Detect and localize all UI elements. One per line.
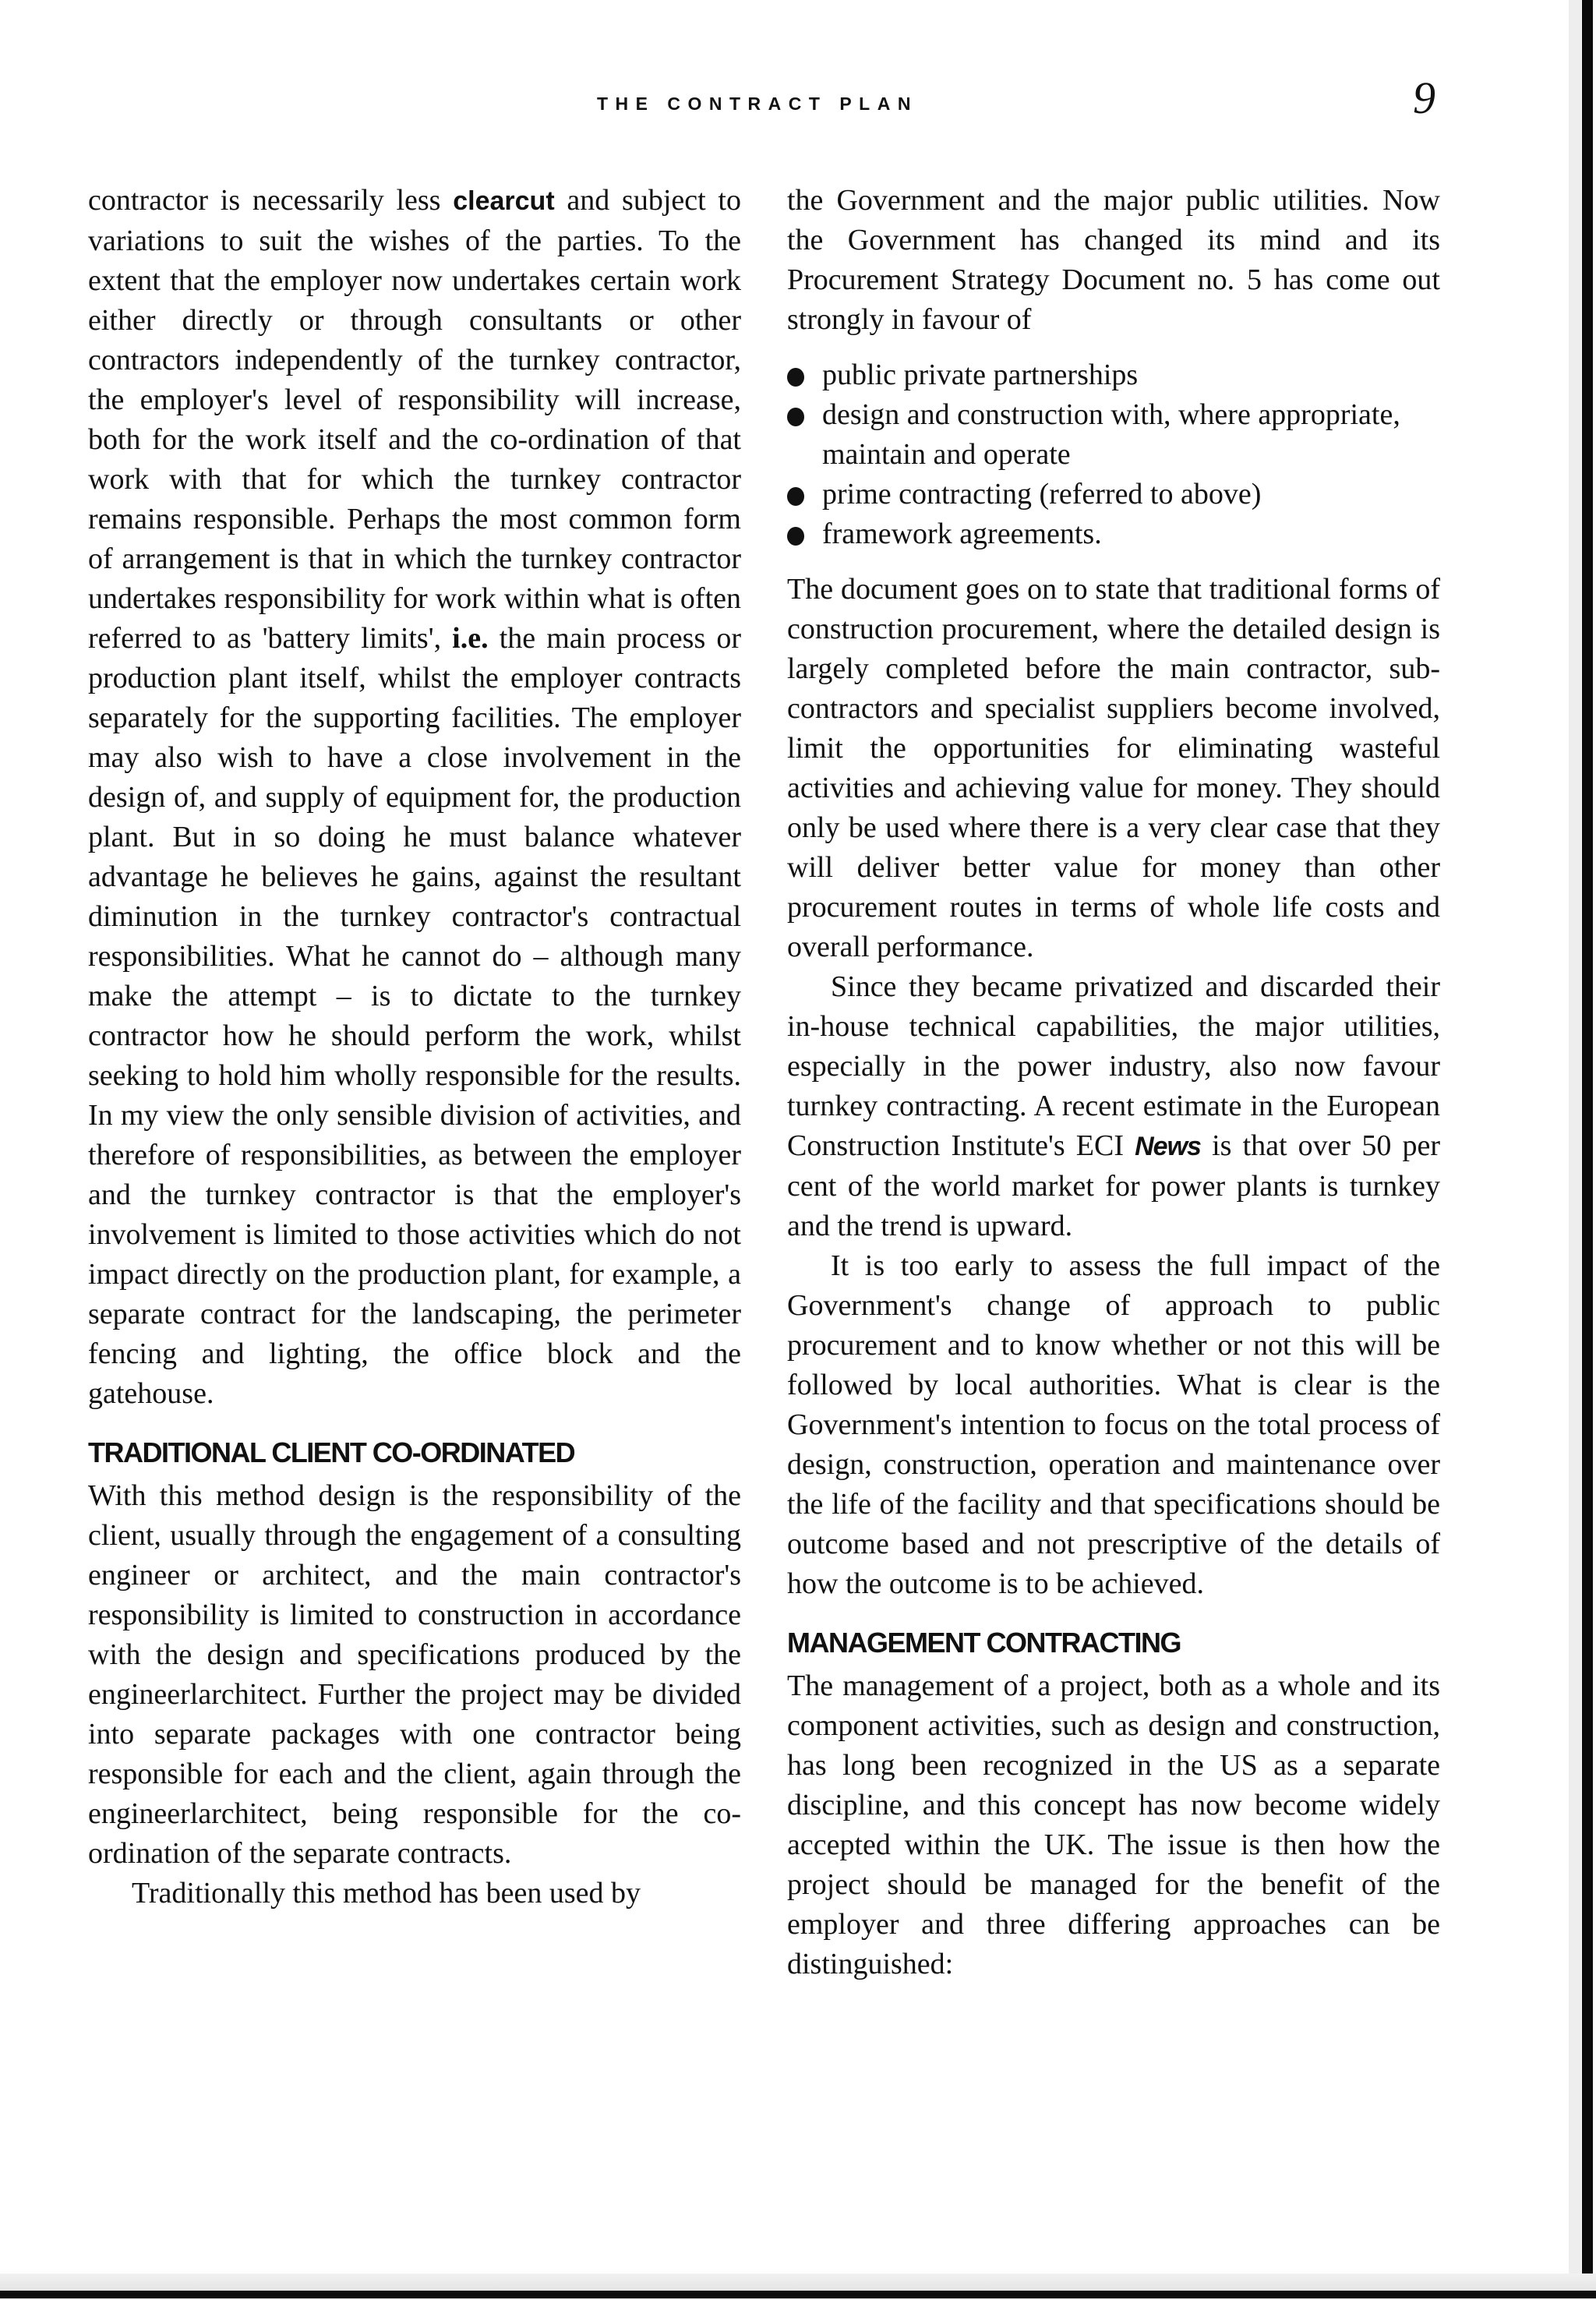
bullet-icon <box>787 408 804 426</box>
bold-term-ie: i.e. <box>452 622 489 655</box>
text-run: and subject to variations to suit the wishes of the parties. To the extent that the employer now undertakes certain work either directly or through consultants or other contractors independently of the turnkey contractor, the employer's level of responsibility will increase, both for the work itself and the co-ordination of that work with that for which the turnkey contractor remains responsible. Perhaps the most common form of arrangement is that in which the turnkey contractor undertakes responsibility for work within what is often referred to as 'battery limits', <box>88 184 741 655</box>
list-item <box>787 355 1440 395</box>
list-item-text: public private partnerships <box>822 359 1139 391</box>
page-edge-shadow <box>1569 0 1581 2274</box>
running-head: THE CONTRACT PLAN <box>597 94 918 114</box>
bullet-icon <box>787 527 804 546</box>
list-item <box>787 395 1440 475</box>
paragraph: The management of a project, both as a whole and its component activities, such as design and construction, has long been recognized in the US as a separate discipline, and this concept has now become widely accepted within the UK. The issue is then how the project should be managed for the benefit of the employer and three differing approaches can be distinguished: <box>787 1669 1440 1980</box>
page-bottom-border <box>0 2291 1596 2298</box>
paragraph: With this method design is the responsibility of the client, usually through the engagement of a consulting engineer or architect, and the main contractor's responsibility is limited to construction in accordance with the design and specifications produced by the engineerlarchitect. Further the project may be divided into separate packages with one contractor being responsible for each and the client, again through the engineerlarchitect, being responsible for the co-ordination of the separate contracts. <box>88 1479 741 1870</box>
text-run: is that over 50 per cent of the world market for power plants is turnkey and the trend is upward. <box>787 1129 1440 1242</box>
bullet-icon <box>787 487 804 506</box>
section-heading-management: MANAGEMENT CONTRACTING <box>787 1627 1181 1659</box>
paragraph: the Government and the major public utilities. Now the Government has changed its mind and its Procurement Strategy Document no. 5 has come out strongly in favour of <box>787 184 1440 336</box>
page-bottom-scan-strip <box>0 2274 1596 2291</box>
list-item-text: design and construction with, where appropriate, maintain and operate <box>822 398 1400 471</box>
bold-term-clearcut: clearcut <box>453 186 555 216</box>
left-column <box>88 181 741 1913</box>
paragraph: It is too early to assess the full impact of the Government's change of approach to public procurement and to know whether or not this will be followed by local authorities. What is clear is the Government's intention to focus on the total process of design, construction, operation and maintenance over the life of the facility and that specifications should be outcome based and not prescriptive of the details of how the outcome is to be achieved. <box>787 1249 1440 1600</box>
page-right-border <box>1582 0 1593 2274</box>
right-column <box>787 181 1440 1984</box>
paragraph <box>787 967 1440 1246</box>
page-number: 9 <box>1413 72 1435 123</box>
list-item-text: framework agreements. <box>822 518 1102 550</box>
bullet-icon <box>787 368 804 387</box>
section-heading-traditional: TRADITIONAL CLIENT CO-ORDINATED <box>88 1436 575 1468</box>
paragraph: Traditionally this method has been used by <box>132 1877 641 1910</box>
publication-title-news: News <box>1135 1132 1201 1161</box>
text-run: the main process or production plant itself, whilst the employer contracts separately for the supporting facilities. The employer may also wish to have a close involvement in the design of, and supply of equipment for, the production plant. But in so doing he must balance whatever advantage he believes he gains, against the resultant diminution in the turnkey contractor's contractual responsibilities. What he cannot do – although many make the attempt – is to dictate to the turnkey contractor how he should perform the work, whilst seeking to hold him wholly responsible for the results. In my view the only sensible division of activities, and therefore of responsibilities, as between the employer and the turnkey contractor is that the employer's involvement is limited to those activities which do not impact directly on the production plant, for example, a separate contract for the landscaping, the perimeter fencing and lighting, the office block and the gatehouse. <box>88 622 741 1410</box>
paragraph: The document goes on to state that traditional forms of construction procurement, where the detailed design is largely completed before the main contractor, sub-contractors and specialist suppliers become involved, limit the opportunities for eliminating wasteful activities and achieving value for money. They should only be used where there is a very clear case that they will deliver better value for money than other procurement routes in terms of whole life costs and overall performance. <box>787 573 1440 963</box>
bullet-list <box>787 355 1440 554</box>
list-item <box>787 514 1440 554</box>
list-item <box>787 475 1440 514</box>
text-run: contractor is necessarily less <box>88 184 454 217</box>
list-item-text: prime contracting (referred to above) <box>822 478 1262 511</box>
paragraph <box>88 181 741 1414</box>
text-run: Since they became privatized and discarded their in-house technical capabilities, the major utilities, especially in the power industry, also now favour turnkey contracting. A recent estimate in the European Construction Institute's ECI <box>787 970 1440 1162</box>
